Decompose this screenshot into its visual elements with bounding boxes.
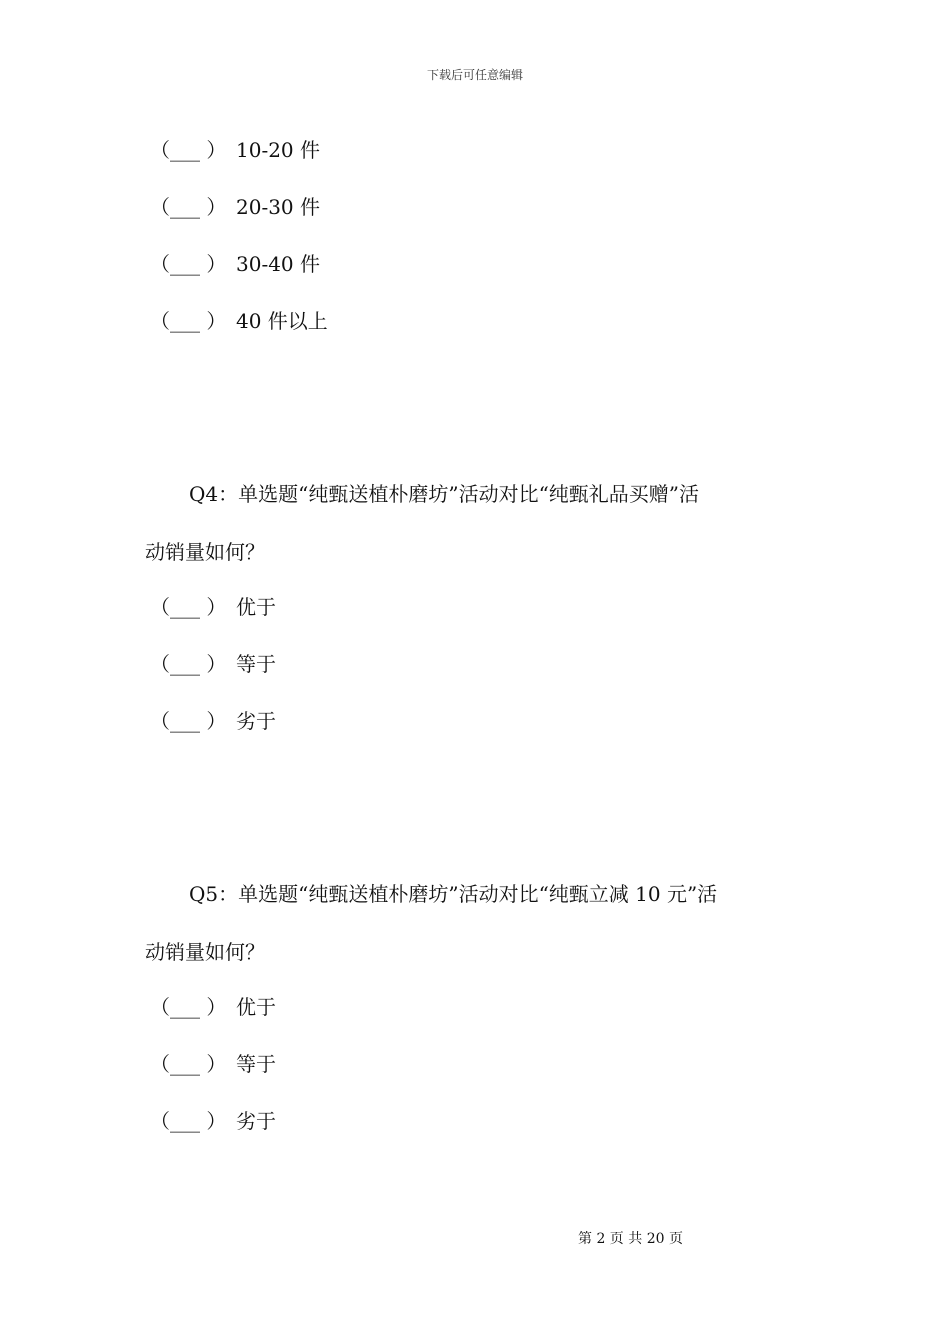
q5-option-2[interactable] [150,1049,276,1079]
q3-option-4[interactable] [150,306,328,336]
answer-blank[interactable]: （___ ） [150,252,227,276]
option-label: 劣于 [236,709,276,733]
question-text-line1: Q4：单选题“纯甄送植朴磨坊”活动对比“纯甄礼品买赠”活 [189,482,700,506]
question-q5 [145,879,810,967]
page-header: 下载后可任意编辑 [426,68,523,82]
q3-option-1[interactable] [150,135,320,165]
option-label: 等于 [236,1052,276,1076]
answer-blank[interactable]: （___ ） [150,138,227,162]
q4-option-1[interactable] [150,592,276,622]
q4-option-3[interactable] [150,706,276,736]
question-text-line2: 动销量如何？ [145,940,265,964]
answer-blank[interactable]: （___ ） [150,709,227,733]
answer-blank[interactable]: （___ ） [150,995,227,1019]
q3-option-2[interactable] [150,192,320,222]
option-label: 40 件以上 [236,309,328,333]
q4-option-2[interactable] [150,649,276,679]
question-q4 [145,479,810,567]
option-label: 30-40 件 [236,252,321,276]
option-label: 10-20 件 [236,138,321,162]
option-label: 优于 [236,595,276,619]
question-text-line2: 动销量如何？ [145,540,265,564]
q3-option-3[interactable] [150,249,320,279]
option-label: 劣于 [236,1109,276,1133]
answer-blank[interactable]: （___ ） [150,652,227,676]
answer-blank[interactable]: （___ ） [150,195,227,219]
answer-blank[interactable]: （___ ） [150,595,227,619]
page-number-footer: 第 2 页 共 20 页 [578,1231,683,1247]
answer-blank[interactable]: （___ ） [150,1052,227,1076]
q5-option-3[interactable] [150,1106,276,1136]
answer-blank[interactable]: （___ ） [150,1109,227,1133]
option-label: 等于 [236,652,276,676]
option-label: 优于 [236,995,276,1019]
question-text-line1: Q5：单选题“纯甄送植朴磨坊”活动对比“纯甄立减 10 元”活 [189,882,718,906]
option-label: 20-30 件 [236,195,321,219]
q5-option-1[interactable] [150,992,276,1022]
answer-blank[interactable]: （___ ） [150,309,227,333]
